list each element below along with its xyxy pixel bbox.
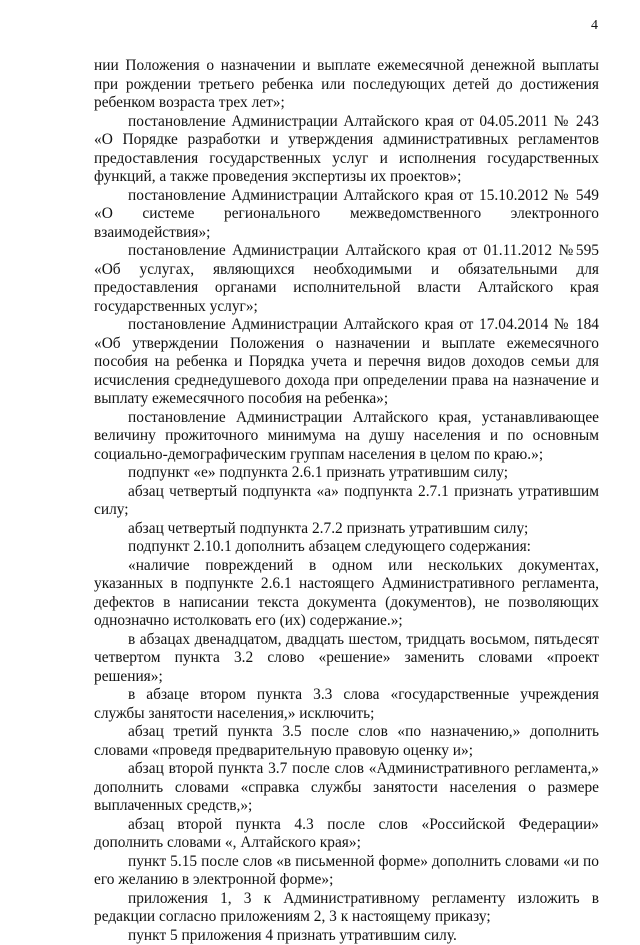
paragraph: постановление Администрации Алтайского края от 15.10.2012 № 549 «О системе регионального межведомственного электронного взаимодействия»; — [94, 187, 599, 243]
paragraph: подпункт 2.10.1 дополнить абзацем следующего содержания: — [94, 538, 599, 557]
paragraph: в абзацах двенадцатом, двадцать шестом, тридцать восьмом, пятьдесят четвертом пункта 3.2 слово «решение» заменить словами «проект решения»; — [94, 631, 599, 687]
paragraph: «наличие повреждений в одном или нескольких документах, указанных в подпункте 2.6.1 настоящего Административного регламента, дефектов в написании текста документа (документов), не позволяющих однозначно истолковать его (их) содержание.»; — [94, 557, 599, 631]
paragraph: абзац четвертый подпункта 2.7.2 признать утратившим силу; — [94, 520, 599, 539]
paragraph: приложения 1, 3 к Административному регламенту изложить в редакции согласно приложениям 2, 3 к настоящему приказу; — [94, 890, 599, 927]
paragraph: постановление Администрации Алтайского края от 01.11.2012 №595 «Об услугах, являющихся необходимыми и обязательными для предоставления органами исполнительной власти Алтайского края государственных услуг»; — [94, 242, 599, 316]
paragraph: подпункт «е» подпункта 2.6.1 признать утратившим силу; — [94, 464, 599, 483]
paragraph: постановление Администрации Алтайского края, устанавливающее величину прожиточного минимума на душу населения и по основным социально-демографическим группам населения в целом по краю.»; — [94, 409, 599, 465]
paragraph: в абзаце втором пункта 3.3 слова «государственные учреждения службы занятости населения,» исключить; — [94, 686, 599, 723]
paragraph: постановление Администрации Алтайского края от 17.04.2014 № 184 «Об утверждении Положения о назначении и выплате ежемесячного пособия на ребенка и Порядка учета и перечня видов доходов семьи для исчисления среднедушевого дохода при определении права на назначение и выплату ежемесячного пособия на ребенка»; — [94, 316, 599, 409]
page-number: 4 — [591, 18, 598, 34]
paragraph: абзац второй пункта 4.3 после слов «Российской Федерации» дополнить словами «, Алтайского края»; — [94, 816, 599, 853]
paragraph-continuation: нии Положения о назначении и выплате ежемесячной денежной выплаты при рождении третьего ребенка или последующих детей до достижения ребенком возраста трех лет»; — [94, 57, 599, 113]
paragraph: абзац второй пункта 3.7 после слов «Административного регламента,» дополнить словами «справка службы занятости населения о размере выплаченных средств,»; — [94, 760, 599, 816]
document-body — [94, 57, 599, 945]
paragraph: абзац четвертый подпункта «а» подпункта 2.7.1 признать утратившим силу; — [94, 483, 599, 520]
paragraph: пункт 5 приложения 4 признать утратившим силу. — [94, 927, 599, 945]
paragraph: пункт 5.15 после слов «в письменной форме» дополнить словами «и по его желанию в электронной форме»; — [94, 853, 599, 890]
paragraph: постановление Администрации Алтайского края от 04.05.2011 № 243 «О Порядке разработки и утверждения административных регламентов предоставления государственных услуг и исполнения государственных функций, а также проведения экспертизы их проектов»; — [94, 113, 599, 187]
paragraph: абзац третий пункта 3.5 после слов «по назначению,» дополнить словами «проведя предварительную правовую оценку и»; — [94, 723, 599, 760]
